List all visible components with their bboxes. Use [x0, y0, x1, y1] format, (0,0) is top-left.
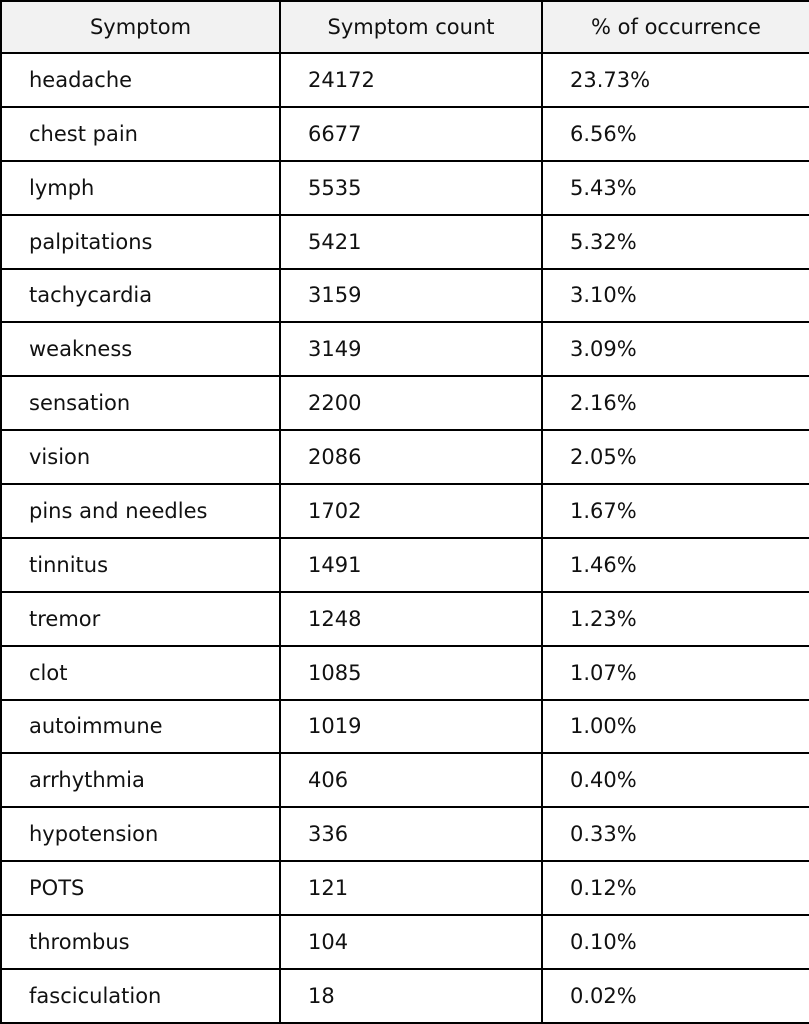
percent-occurrence-cell: 1.46%: [542, 538, 809, 592]
table-row: [1, 430, 809, 484]
symptom-count-cell: 2086: [280, 430, 542, 484]
header-symptom-count: Symptom count: [280, 1, 542, 53]
percent-occurrence-cell: 2.16%: [542, 376, 809, 430]
percent-occurrence-cell: 0.10%: [542, 915, 809, 969]
symptom-count-cell: 1702: [280, 484, 542, 538]
symptom-cell: arrhythmia: [1, 753, 280, 807]
table-row: [1, 376, 809, 430]
symptom-cell: pins and needles: [1, 484, 280, 538]
table-row: [1, 969, 809, 1023]
percent-occurrence-cell: 1.00%: [542, 700, 809, 754]
table-row: [1, 269, 809, 323]
percent-occurrence-cell: 1.23%: [542, 592, 809, 646]
percent-occurrence-cell: 23.73%: [542, 53, 809, 107]
symptom-cell: vision: [1, 430, 280, 484]
symptom-count-cell: 6677: [280, 107, 542, 161]
symptom-cell: tinnitus: [1, 538, 280, 592]
symptom-cell: weakness: [1, 322, 280, 376]
table-row: [1, 53, 809, 107]
symptom-cell: clot: [1, 646, 280, 700]
symptom-cell: autoimmune: [1, 700, 280, 754]
symptom-count-cell: 5421: [280, 215, 542, 269]
symptom-cell: fasciculation: [1, 969, 280, 1023]
percent-occurrence-cell: 5.43%: [542, 161, 809, 215]
percent-occurrence-cell: 0.33%: [542, 807, 809, 861]
symptom-count-cell: 3149: [280, 322, 542, 376]
percent-occurrence-cell: 3.09%: [542, 322, 809, 376]
table-row: [1, 646, 809, 700]
symptom-count-cell: 1085: [280, 646, 542, 700]
header-percent-occurrence: % of occurrence: [542, 1, 809, 53]
symptom-count-cell: 18: [280, 969, 542, 1023]
percent-occurrence-cell: 2.05%: [542, 430, 809, 484]
percent-occurrence-cell: 3.10%: [542, 269, 809, 323]
table-row: [1, 215, 809, 269]
symptom-count-cell: 3159: [280, 269, 542, 323]
table-row: [1, 484, 809, 538]
symptom-cell: chest pain: [1, 107, 280, 161]
table-row: [1, 700, 809, 754]
table-row: [1, 322, 809, 376]
symptom-cell: tremor: [1, 592, 280, 646]
symptom-cell: hypotension: [1, 807, 280, 861]
table-row: [1, 915, 809, 969]
symptom-count-cell: 104: [280, 915, 542, 969]
table-body: [1, 53, 809, 1023]
header-symptom: Symptom: [1, 1, 280, 53]
symptom-count-cell: 24172: [280, 53, 542, 107]
symptom-cell: thrombus: [1, 915, 280, 969]
symptom-count-cell: 336: [280, 807, 542, 861]
symptom-count-cell: 1248: [280, 592, 542, 646]
percent-occurrence-cell: 5.32%: [542, 215, 809, 269]
symptom-count-cell: 121: [280, 861, 542, 915]
symptom-cell: palpitations: [1, 215, 280, 269]
symptom-count-cell: 406: [280, 753, 542, 807]
symptom-cell: POTS: [1, 861, 280, 915]
table-row: [1, 753, 809, 807]
percent-occurrence-cell: 1.07%: [542, 646, 809, 700]
header-row: [1, 1, 809, 53]
percent-occurrence-cell: 0.02%: [542, 969, 809, 1023]
symptom-count-cell: 1491: [280, 538, 542, 592]
table-row: [1, 592, 809, 646]
table-row: [1, 861, 809, 915]
symptom-cell: headache: [1, 53, 280, 107]
percent-occurrence-cell: 6.56%: [542, 107, 809, 161]
percent-occurrence-cell: 1.67%: [542, 484, 809, 538]
symptom-cell: sensation: [1, 376, 280, 430]
symptom-cell: lymph: [1, 161, 280, 215]
symptom-count-cell: 5535: [280, 161, 542, 215]
table-row: [1, 538, 809, 592]
table-row: [1, 107, 809, 161]
table-row: [1, 807, 809, 861]
table-row: [1, 161, 809, 215]
percent-occurrence-cell: 0.12%: [542, 861, 809, 915]
symptom-count-cell: 2200: [280, 376, 542, 430]
symptom-count-cell: 1019: [280, 700, 542, 754]
percent-occurrence-cell: 0.40%: [542, 753, 809, 807]
symptom-cell: tachycardia: [1, 269, 280, 323]
